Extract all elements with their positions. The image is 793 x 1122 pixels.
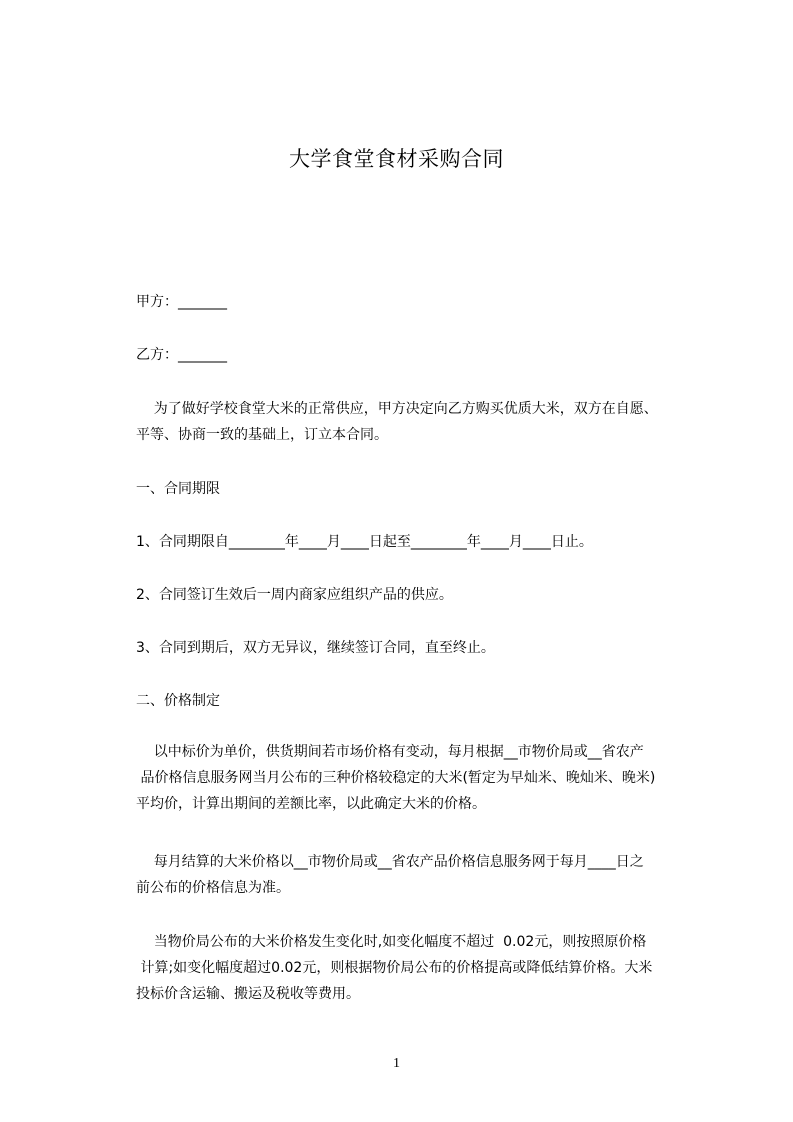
paragraph-line: 当物价局公布的大米价格发生变化时,如变化幅度不超过 0.02元，则按照原价格 [136, 934, 647, 950]
paragraph-line: 以中标价为单价，供货期间若市场价格有变动，每月根据__市物价局或__省农产 [136, 744, 644, 760]
clause-renewal: 3、合同到期后，双方无异议，继续签订合同，直至终止。 [136, 640, 495, 656]
paragraph-line: 投标价含运输、搬运及税收等费用。 [136, 986, 360, 1002]
clause-supply-start: 2、合同签订生效后一周内商家应组织产品的供应。 [136, 587, 453, 603]
paragraph-line: 每月结算的大米价格以__市物价局或__省农产品价格信息服务网于每月____日之 [136, 854, 644, 870]
clause-term-period: 1、合同期限自________年____月____日起至________年____月____日止。 [136, 534, 593, 550]
price-paragraph-3 [136, 929, 716, 1007]
price-paragraph-1 [136, 739, 716, 817]
paragraph-line: 品价格信息服务网当月公布的三种价格较稳定的大米(暂定为早灿米、晚灿米、晚米) [136, 770, 656, 786]
paragraph-line: 平均价，计算出期间的差额比率，以此确定大米的价格。 [136, 796, 486, 812]
intro-line: 为了做好学校食堂大米的正常供应，甲方决定向乙方购买优质大米，双方在自愿、 [136, 401, 658, 417]
party-a-line: 甲方：_______ [136, 294, 227, 310]
paragraph-line: 计算;如变化幅度超过0.02元，则根据物价局公布的价格提高或降低结算价格。大米 [136, 960, 653, 976]
intro-paragraph [136, 396, 716, 448]
party-b-line: 乙方：_______ [136, 347, 227, 363]
intro-line: 平等、协商一致的基础上，订立本合同。 [136, 427, 388, 443]
paragraph-line: 前公布的价格信息为准。 [136, 880, 290, 896]
section-heading-price: 二、价格制定 [136, 693, 220, 709]
section-heading-term: 一、合同期限 [136, 481, 220, 497]
page-number: 1 [393, 1056, 400, 1071]
document-title: 大学食堂食材采购合同 [289, 147, 504, 171]
price-paragraph-2 [136, 849, 716, 901]
